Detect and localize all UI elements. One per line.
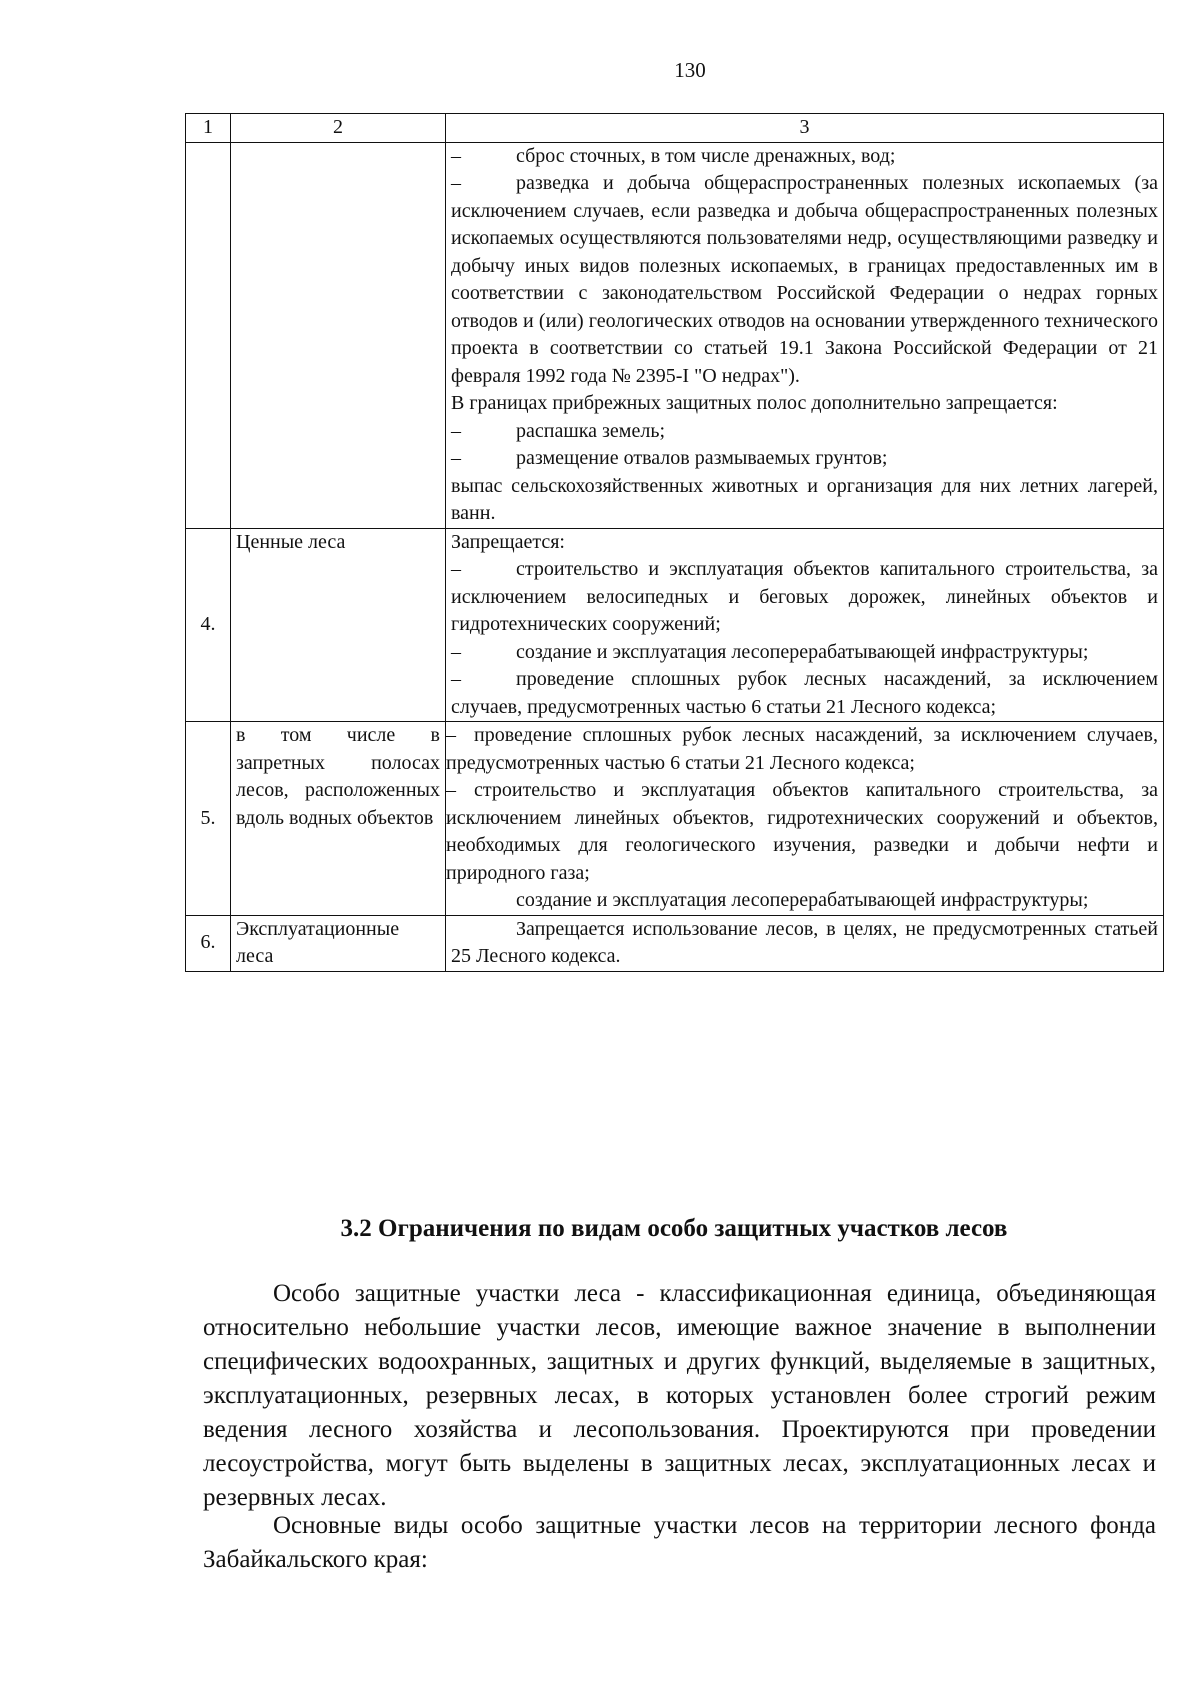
table-row: [186, 915, 1164, 971]
dash-marker: –: [451, 419, 461, 442]
table-row: [186, 528, 1164, 722]
dash-marker: –: [451, 558, 461, 580]
paragraph: Особо защитные участки леса - классификационная единица, объединяющая относительно небольшие участки лесов, имеющие важное значение в выполнении специфических водоохранных, защитных и других функций, выделяемые в защитных, эксплуатационных, резервных лесах, в которых установлен более строгий режим ведения лесного хозяйства и лесопользования. Проектируются при проведении лесоустройства, могут быть выделены в защитных лесах, эксплуатационных лесах и резервных лесах.: [203, 1280, 1156, 1511]
dash-marker: –: [446, 779, 456, 801]
row-number-cell: 4.: [186, 528, 231, 722]
list-item: Запрещается использование лесов, в целях, не предусмотренных статьей 25 Лесного кодекса.: [451, 917, 1158, 967]
row-restrictions-cell: [446, 722, 1164, 916]
table-row: [186, 722, 1164, 916]
restrictions-table: [185, 113, 1164, 972]
list-item: – строительство и эксплуатация объектов капитального строительства, за исключением линейных объектов, гидротехнических сооружений и объектов, необходимых для геологического изучения, разведки и добычи нефти и природного газа;: [446, 779, 1158, 884]
header-cell-2: 2: [231, 114, 446, 143]
page-number: 130: [674, 58, 706, 82]
list-item: – размещение отвалов размываемых грунтов;: [451, 445, 1158, 473]
row-name-cell: в том числе в запретных полосах лесов, расположенных вдоль водных объектов: [231, 722, 446, 916]
list-item: – распашка земель;: [451, 418, 1158, 446]
dash-marker: –: [446, 724, 456, 746]
section-title: 3.2 Ограничения по видам особо защитных участков лесов: [340, 1215, 1008, 1242]
list-item: – строительство и эксплуатация объектов капитального строительства, за исключением велосипедных и беговых дорожек, линейных объектов и гидротехнических сооружений;: [451, 558, 1158, 635]
list-item: – проведение сплошных рубок лесных насаждений, за исключением случаев, предусмотренных частью 6 статьи 21 Лесного кодекса;: [451, 668, 1158, 718]
table-header-row: [186, 114, 1164, 143]
list-item: – разведка и добыча общераспространенных полезных ископаемых (за исключением случаев, если разведка и добыча общераспространенных полезных ископаемых осуществляются пользователями недр, осуществляющими разведку и добычу иных видов полезных ископаемых, в границах предоставленных им в соответствии с законодательством Российской Федерации о недрах горных отводов и (или) геологических отводов на основании утвержденного технического проекта в соответствии со статьей 19.1 Закона Российской Федерации от 21 февраля 1992 года № 2395-I "О недрах").: [451, 172, 1158, 387]
row-number-cell: [186, 142, 231, 528]
dash-marker: –: [451, 144, 461, 167]
row-restrictions-cell: [446, 142, 1164, 528]
dash-marker: –: [451, 640, 461, 663]
paragraph: Основные виды особо защитные участки лесов на территории лесного фонда Забайкальского края:: [203, 1512, 1156, 1573]
list-item: – создание и эксплуатация лесоперерабатывающей инфраструктуры;: [451, 639, 1158, 667]
list-item: В границах прибрежных защитных полос дополнительно запрещается:: [451, 392, 1058, 414]
list-item: создание и эксплуатация лесоперерабатывающей инфраструктуры;: [516, 889, 1089, 911]
dash-marker: –: [451, 668, 461, 690]
list-item: – проведение сплошных рубок лесных насаждений, за исключением случаев, предусмотренных частью 6 статьи 21 Лесного кодекса;: [446, 724, 1158, 774]
row-name-cell: Эксплуатационные леса: [231, 915, 446, 971]
dash-marker: –: [451, 172, 461, 194]
header-cell-1: 1: [186, 114, 231, 143]
list-item: Запрещается:: [451, 530, 565, 553]
row-restrictions-cell: [446, 528, 1164, 722]
table-row: [186, 142, 1164, 528]
dash-marker: –: [451, 447, 461, 469]
row-number-cell: 6.: [186, 915, 231, 971]
header-cell-3: 3: [446, 114, 1164, 143]
list-item: выпас сельскохозяйственных животных и организация для них летних лагерей, ванн.: [451, 474, 1158, 524]
row-number-cell: 5.: [186, 722, 231, 916]
list-item: – сброс сточных, в том числе дренажных, вод;: [451, 143, 1158, 171]
row-name-cell: Ценные леса: [231, 528, 446, 722]
row-restrictions-cell: [446, 915, 1164, 971]
row-name-cell: [231, 142, 446, 528]
